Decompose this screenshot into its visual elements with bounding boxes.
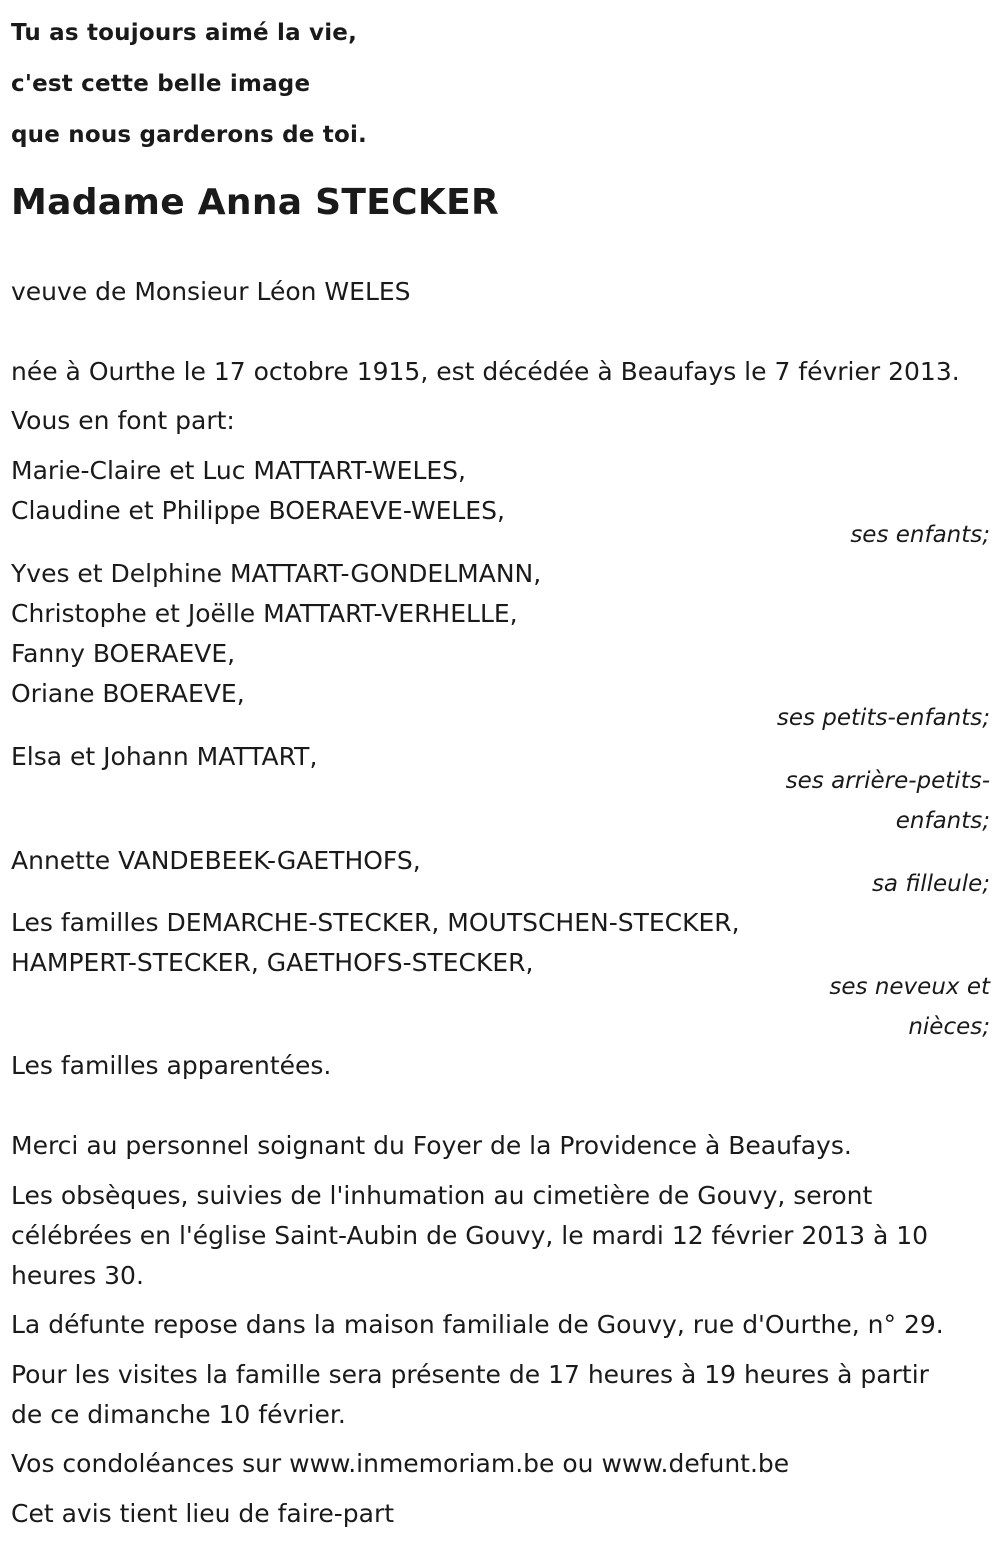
relation-label: sa filleule; [871,871,990,897]
verse-line: que nous garderons de toi. [11,122,367,148]
family-member: Oriane BOERAEVE, [11,679,245,708]
relation-label: enfants; [895,808,990,834]
family-member: HAMPERT-STECKER, GAETHOFS-STECKER, [11,948,534,977]
deceased-name: Madame Anna STECKER [11,182,499,223]
relation-label: nièces; [908,1014,990,1040]
relation-label: ses neveux et [829,974,990,1000]
family-member: Claudine et Philippe BOERAEVE-WELES, [11,496,505,525]
family-member: Elsa et Johann MATTART, [11,742,318,771]
relation-label: ses enfants; [850,522,990,548]
relation-label: ses petits-enfants; [776,705,990,731]
funeral-line: célébrées en l'église Saint-Aubin de Gouvy, le mardi 12 février 2013 à 10 [11,1221,929,1250]
rest-location-line: La défunte repose dans la maison familiale de Gouvy, rue d'Ourthe, n° 29. [11,1310,944,1339]
related-families-line: Les familles apparentées. [11,1051,332,1080]
visits-line: de ce dimanche 10 février. [11,1400,346,1429]
family-member: Les familles DEMARCHE-STECKER, MOUTSCHEN-STECKER, [11,908,740,937]
funeral-line: Les obsèques, suivies de l'inhumation au cimetière de Gouvy, seront [11,1181,873,1210]
opening-verse [11,8,367,161]
funeral-line: heures 30. [11,1261,144,1290]
verse-line: Tu as toujours aimé la vie, [11,20,358,46]
notice-line: Cet avis tient lieu de faire-part [11,1499,395,1528]
widow-of-line: veuve de Monsieur Léon WELES [11,277,411,306]
thanks-line: Merci au personnel soignant du Foyer de la Providence à Beaufays. [11,1131,852,1160]
family-member: Yves et Delphine MATTART-GONDELMANN, [11,559,542,588]
visits-line: Pour les visites la famille sera présente de 17 heures à 19 heures à partir [11,1360,929,1389]
family-member: Annette VANDEBEEK-GAETHOFS, [11,846,421,875]
relation-label: ses arrière-petits- [785,768,990,794]
family-member: Fanny BOERAEVE, [11,639,236,668]
announce-line: Vous en font part: [11,406,235,435]
verse-line: c'est cette belle image [11,71,311,97]
birth-death-line: née à Ourthe le 17 octobre 1915, est décédée à Beaufays le 7 février 2013. [11,357,960,386]
family-member: Marie-Claire et Luc MATTART-WELES, [11,456,466,485]
family-member: Christophe et Joëlle MATTART-VERHELLE, [11,599,518,628]
condolences-line: Vos condoléances sur www.inmemoriam.be ou www.defunt.be [11,1449,790,1478]
